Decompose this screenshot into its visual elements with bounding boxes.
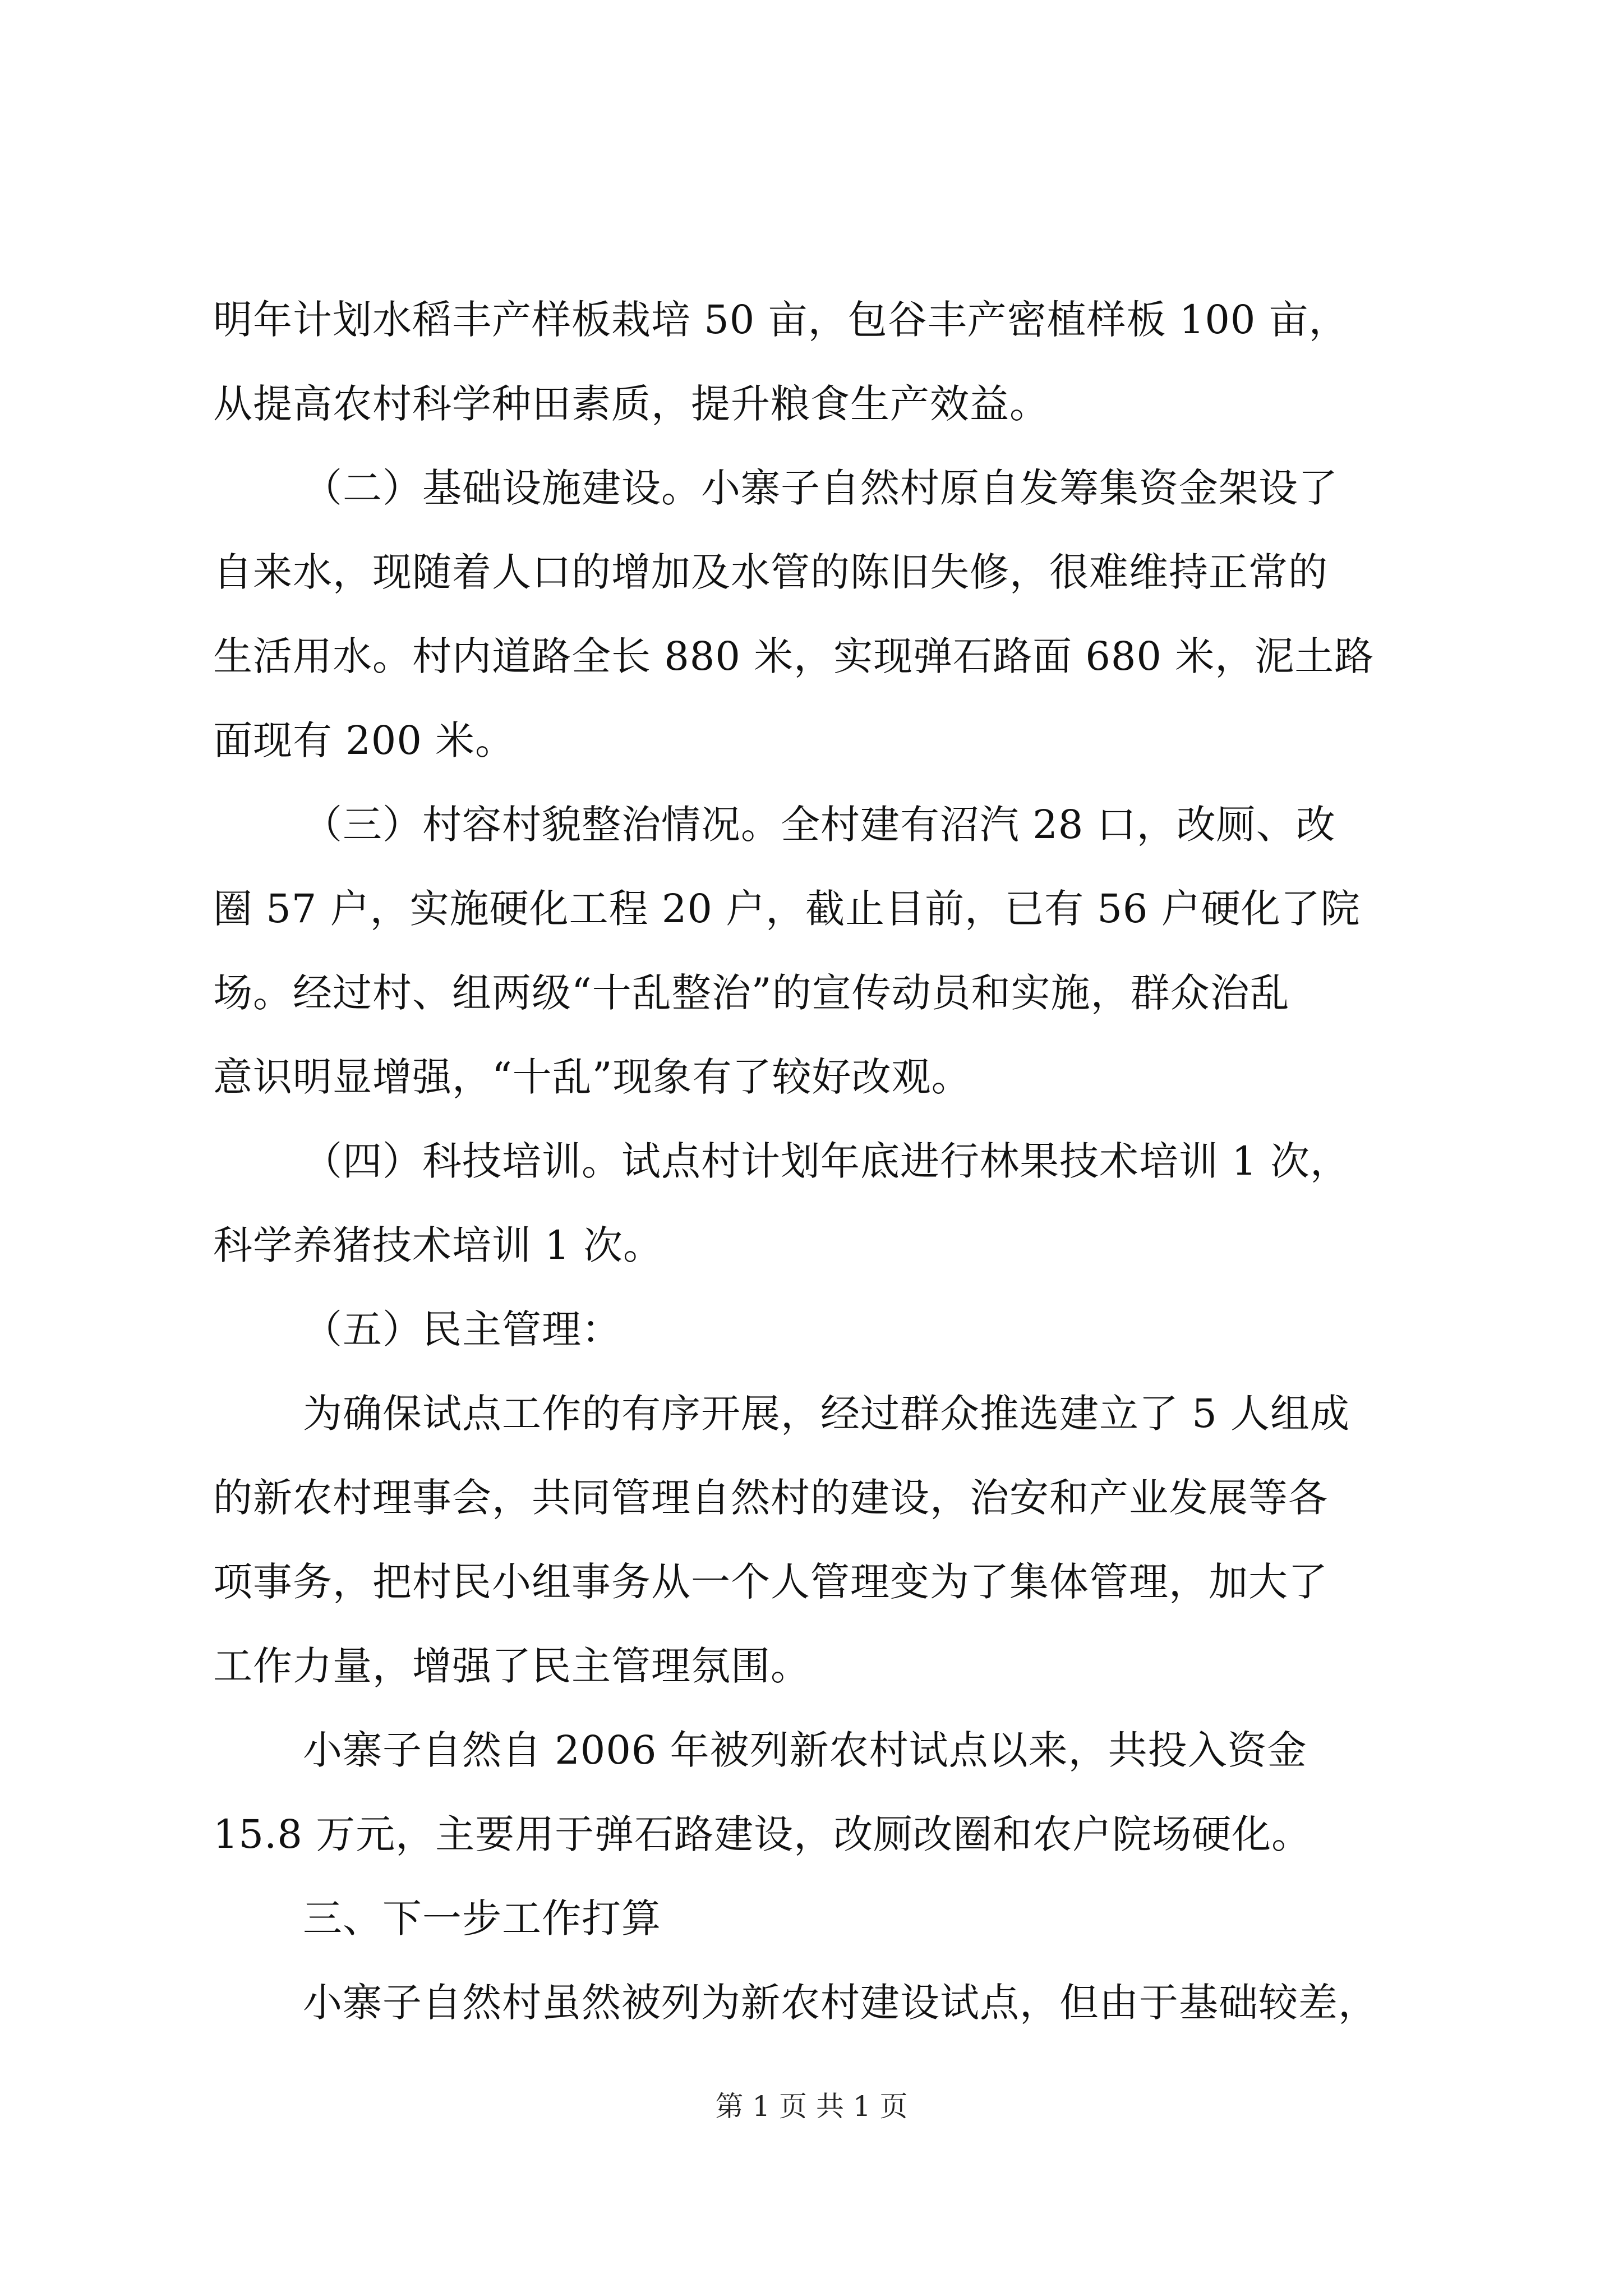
paragraph-line: 工作力量，增强了民主管理氛围。: [213, 1643, 810, 1689]
section-heading-line: （四）科技培训。试点村计划年底进行林果技术培训 1 次，: [303, 1138, 1350, 1184]
section-heading-line: 三、下一步工作打算: [303, 1895, 661, 1941]
paragraph-line: 意识明显增强，“十乱”现象有了较好改观。: [213, 1054, 971, 1100]
paragraph-line: 15.8 万元，主要用于弹石路建设，改厕改圈和农户院场硬化。: [213, 1811, 1312, 1857]
paragraph-line: 从提高农村科学种田素质，提升粮食生产效益。: [213, 381, 1049, 427]
paragraph-line: 小寨子自然村虽然被列为新农村建设试点，但由于基础较差，: [303, 1980, 1378, 2026]
paragraph-line: 面现有 200 米。: [213, 717, 515, 763]
paragraph-line: 场。经过村、组两级“十乱整治”的宣传动员和实施，群众治乱: [213, 970, 1290, 1016]
page-footer: 第 1 页 共 1 页: [715, 2090, 908, 2123]
paragraph-line: 圈 57 户，实施硬化工程 20 户，截止目前，已有 56 户硬化了院: [213, 886, 1361, 932]
paragraph-line: 生活用水。村内道路全长 880 米，实现弹石路面 680 米，泥土路: [213, 633, 1375, 679]
paragraph-line: 自来水，现随着人口的增加及水管的陈旧失修，很难维持正常的: [213, 549, 1328, 595]
section-heading-line: （五）民主管理：: [303, 1306, 621, 1352]
paragraph-line: 科学养猪技术培训 1 次。: [213, 1222, 663, 1268]
paragraph-line: 项事务，把村民小组事务从一个人管理变为了集体管理，加大了: [213, 1559, 1328, 1605]
section-heading-line: （三）村容村貌整治情况。全村建有沼汽 28 口，改厕、改: [303, 802, 1336, 848]
paragraph-line: 明年计划水稻丰产样板栽培 50 亩，包谷丰产密植样板 100 亩，: [213, 297, 1349, 343]
paragraph-line: 小寨子自然自 2006 年被列新农村试点以来，共投入资金: [303, 1727, 1307, 1773]
section-heading-line: （二）基础设施建设。小寨子自然村原自发筹集资金架设了: [303, 465, 1338, 511]
document-body: [213, 278, 1424, 2045]
paragraph-line: 的新农村理事会，共同管理自然村的建设，治安和产业发展等各: [213, 1475, 1328, 1521]
paragraph-line: 为确保试点工作的有序开展，经过群众推选建立了 5 人组成: [303, 1391, 1350, 1437]
